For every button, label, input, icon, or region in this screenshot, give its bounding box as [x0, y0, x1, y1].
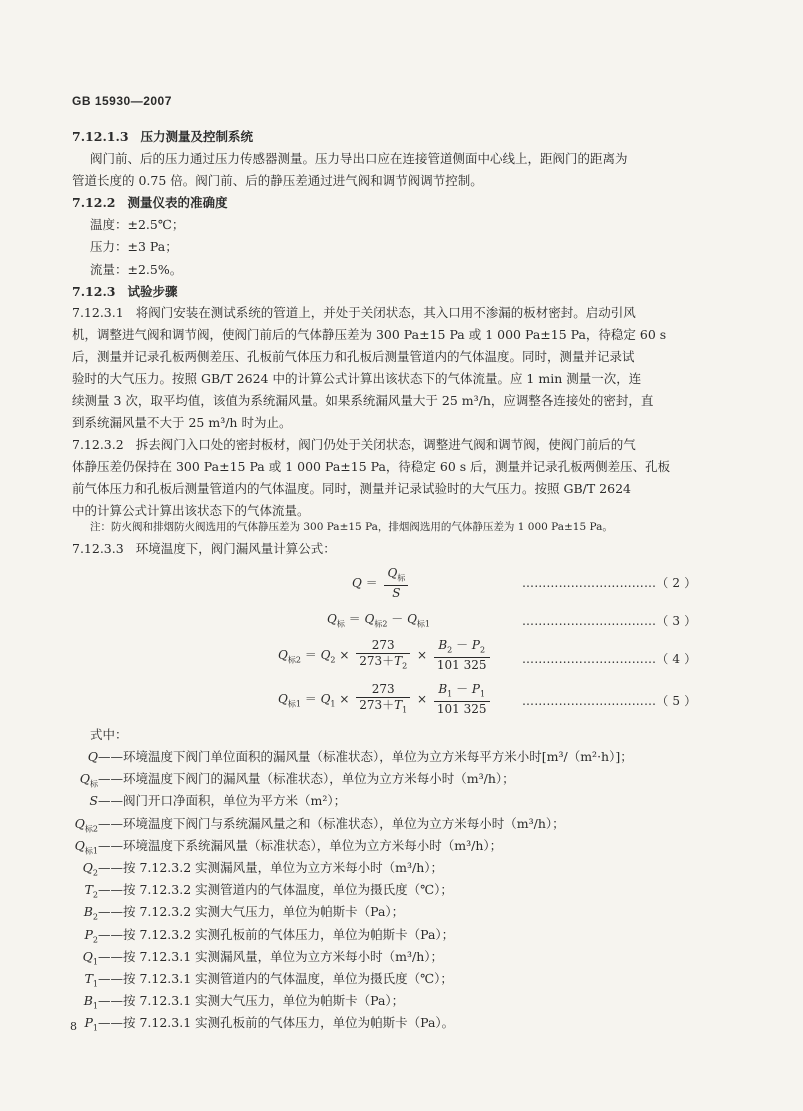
paragraph-text: 拆去阀门入口处的密封板材，阀门仍处于关闭状态，调整进气阀和调节阀，使阀门前后的气 [135, 437, 636, 452]
definition-symbol: Q [82, 860, 93, 875]
eq-symbol: Q [327, 612, 337, 626]
definition-text: ——按 7.12.3.1 实测孔板前的气体压力，单位为帕斯卡（Pa）。 [98, 1015, 455, 1031]
definition-text: ——按 7.12.3.2 实测漏风量，单位为立方米每小时（m³/h）； [98, 860, 444, 875]
definition-subscript: 2 [92, 890, 98, 900]
paragraph-line [72, 304, 636, 322]
section-7-12-1-3-heading [72, 128, 253, 146]
note: 注：防火阀和排烟防火阀选用的气体静压差为 300 Pa±15 Pa，排烟阀选用的气体静压差为 1 000 Pa±15 Pa。 [90, 521, 613, 533]
definition-symbol-wrap [52, 748, 98, 772]
definition-subscript: 标2 [84, 824, 98, 834]
definition-symbol-wrap [52, 792, 98, 816]
fraction [356, 682, 410, 717]
definition-subscript: 2 [92, 868, 98, 878]
numerator: 273 [356, 682, 410, 698]
definition-item [52, 837, 502, 861]
accuracy-flow: 流量：±2.5%。 [90, 262, 183, 277]
eq-subscript: 标1 [416, 619, 430, 629]
equation-5: $Q_{标1} = Q_1$ × $\frac{273}{273+T_1}$ × $\frac{B_1 - P_1}{101 325}$ [278, 682, 493, 717]
equation-3-number [522, 612, 696, 629]
definition-symbol: Q [74, 815, 85, 831]
eq-symbol: Q [364, 612, 375, 626]
eq-subscript: 2 [447, 645, 453, 655]
paragraph-line [72, 436, 636, 454]
numerator: 273 [356, 638, 410, 654]
section-number: 7.12.3.3 [72, 541, 124, 556]
definition-subscript: 1 [92, 1001, 98, 1011]
section-title: 测量仪表的准确度 [127, 195, 228, 210]
leader-dots: …………………………… [522, 614, 657, 628]
paragraph-line: 机，调整进气阀和调节阀，使阀门前后的气体静压差为 300 Pa±15 Pa 或 1 000 Pa±15 Pa，待稳定 60 s [72, 327, 667, 342]
denominator: 101 325 [436, 702, 487, 717]
definition-item [52, 948, 443, 972]
definition-symbol-wrap [52, 837, 98, 861]
equation-4: $Q_{标2} = Q_2$ × $\frac{273}{273+T_2}$ × $\frac{B_2 - P_2}{101 325}$ [278, 638, 493, 673]
definition-subscript: 2 [92, 912, 98, 922]
eq-subscript: 1 [330, 699, 336, 709]
definition-subscript: 标1 [84, 846, 98, 856]
paragraph-line: 到系统漏风量不大于 25 m³/h 时为止。 [72, 415, 292, 430]
definition-item [52, 770, 515, 794]
section-7-12-2-heading [72, 194, 228, 212]
section-number: 7.12.3.2 [72, 437, 124, 452]
eq-number: （ 5 ） [656, 694, 697, 708]
eq-symbol: Q [407, 612, 417, 626]
eq-symbol: Q [278, 648, 288, 663]
eq-subscript: 1 [447, 689, 453, 699]
fraction [384, 566, 408, 601]
paragraph-line: 续测量 3 次，取平均值，该值为系统漏风量。如果系统漏风量大于 25 m³/h，应调整各连接处的密封，直 [72, 393, 654, 408]
paragraph-line: 中的计算公式计算出该状态下的气体流量。 [72, 503, 310, 518]
definition-symbol-wrap [52, 881, 98, 905]
definition-text: ——按 7.12.3.2 实测孔板前的气体压力，单位为帕斯卡（Pa）； [98, 926, 455, 942]
eq-symbol: Q [278, 692, 288, 707]
eq-subscript: 1 [402, 705, 408, 715]
definition-item [52, 881, 453, 905]
page-number: 8 [70, 1020, 77, 1033]
paragraph-text: 环境温度下，阀门漏风量计算公式： [135, 541, 336, 556]
section-number: 7.12.3 [72, 284, 116, 299]
definition-text: ——环境温度下阀门与系统漏风量之和（标准状态），单位为立方米每小时（m³/h）； [98, 815, 565, 831]
definition-symbol: Q [74, 837, 85, 853]
definition-item [52, 992, 404, 1016]
equation-2: Q ＝ $\frac{Q_标}{S}$ [352, 566, 411, 601]
definition-symbol: T [84, 882, 93, 898]
section-number: 7.12.1.3 [72, 129, 129, 144]
definition-subscript: 标 [90, 779, 98, 789]
eq-number: （ 2 ） [656, 576, 697, 590]
paragraph-line: 前气体压力和孔板后测量管道内的气体温度。同时，测量并记录试验时的大气压力。按照 GB/T 2624 [72, 481, 631, 496]
section-7-12-3-heading [72, 283, 178, 301]
definition-symbol-wrap [52, 903, 98, 927]
definition-text: ——环境温度下系统漏风量（标准状态），单位为立方米每小时（m³/h）； [98, 837, 503, 853]
definition-symbol: T [84, 971, 93, 986]
eq-symbol: B [438, 638, 448, 652]
eq-symbol: T [394, 654, 403, 668]
definition-item [52, 1014, 454, 1038]
definition-subscript: 2 [92, 935, 98, 945]
paragraph-line: 阀门前、后的压力通过压力传感器测量。压力导出口应在连接管道侧面中心线上，距阀门的距离为 [90, 151, 628, 166]
definition-item [52, 859, 443, 883]
definition-item [52, 815, 565, 839]
definition-text: ——阀门开口净面积，单位为平方米（m²）； [98, 793, 347, 809]
definition-symbol-wrap [52, 859, 98, 883]
eq-subscript: 1 [479, 689, 486, 699]
definition-subscript: 1 [92, 979, 98, 989]
eq-symbol: Q [320, 648, 331, 663]
section-title: 试验步骤 [127, 284, 178, 299]
definition-item [52, 792, 346, 816]
standard-number: GB 15930—2007 [72, 94, 172, 108]
eq-subscript: 标 [397, 573, 406, 583]
paragraph-line: 后，测量并记录孔板两侧差压、孔板前气体压力和孔板后测量管道内的气体温度。同时，测量并记录试 [72, 349, 635, 364]
eq-symbol: T [394, 698, 403, 712]
fraction [356, 638, 410, 673]
section-title: 压力测量及控制系统 [140, 129, 254, 144]
denominator: 273＋ [359, 654, 395, 668]
definition-symbol-wrap [52, 992, 98, 1016]
definition-symbol-wrap [52, 948, 98, 972]
definition-item [52, 926, 454, 950]
definition-text: ——环境温度下阀门单位面积的漏风量（标准状态），单位为立方米每平方米小时[m³/（m²·h）]； [98, 749, 633, 764]
definition-text: ——按 7.12.3.1 实测大气压力，单位为帕斯卡（Pa）； [98, 993, 405, 1009]
definition-subscript: 1 [92, 957, 98, 967]
definition-text: ——按 7.12.3.2 实测管道内的气体温度，单位为摄氏度（℃）； [98, 882, 453, 898]
denominator: 101 325 [436, 658, 487, 673]
fraction: $\frac{B_2 - P_2}{101 325}$ [434, 638, 490, 673]
definition-symbol: P [84, 1015, 93, 1031]
eq-subscript: 标2 [287, 655, 301, 665]
definition-symbol-wrap [52, 815, 98, 839]
definition-subscript: 1 [92, 1023, 98, 1033]
paragraph-line: 验时的大气压力。按照 GB/T 2624 中的计算公式计算出该状态下的气体流量。应 1 min 测量一次，连 [72, 371, 642, 386]
paragraph-line [72, 540, 336, 558]
definition-text: ——按 7.12.3.2 实测大气压力，单位为帕斯卡（Pa）； [98, 904, 405, 920]
where-label: 式中： [90, 727, 128, 742]
eq-subscript: 标 [336, 619, 345, 629]
eq-subscript: 2 [479, 645, 486, 655]
equation-2-number [522, 574, 696, 591]
eq-subscript: 2 [402, 661, 408, 671]
eq-symbol: P [471, 638, 480, 652]
eq-symbol: S [392, 586, 401, 601]
eq-symbol: Q [320, 692, 331, 707]
eq-symbol: B [438, 682, 448, 696]
paragraph-text: 将阀门安装在测试系统的管道上，并处于关闭状态，其入口用不渗漏的板材密封。启动引风 [135, 305, 636, 320]
definition-symbol: Q [82, 948, 93, 964]
eq-symbol: Q [387, 566, 398, 580]
eq-symbol: P [471, 682, 480, 696]
definition-symbol: Q [87, 749, 98, 764]
definition-item [52, 903, 404, 927]
leader-dots: …………………………… [522, 652, 657, 666]
eq-symbol: Q [352, 576, 362, 591]
definition-symbol-wrap [52, 770, 98, 794]
definition-symbol: B [83, 993, 93, 1009]
leader-dots: …………………………… [522, 576, 657, 590]
eq-number: （ 3 ） [656, 614, 697, 628]
definition-symbol: P [84, 926, 93, 942]
denominator: 273＋ [359, 698, 395, 712]
definition-text: ——按 7.12.3.1 实测管道内的气体温度，单位为摄氏度（℃）； [98, 971, 453, 986]
section-number: 7.12.3.1 [72, 305, 124, 320]
fraction: $\frac{B_1 - P_1}{101 325}$ [434, 682, 490, 717]
definition-item [52, 748, 633, 772]
definition-symbol: B [83, 904, 93, 920]
definition-item [52, 970, 453, 994]
definition-symbol: Q [79, 771, 90, 787]
eq-subscript: 标1 [287, 699, 301, 709]
definition-symbol-wrap [52, 926, 98, 950]
accuracy-temperature: 温度：±2.5℃； [90, 217, 185, 232]
leader-dots: …………………………… [522, 694, 657, 708]
paragraph-line: 体静压差仍保持在 300 Pa±15 Pa 或 1 000 Pa±15 Pa，待稳定 60 s 后，测量并记录孔板两侧差压、孔板 [72, 459, 671, 474]
equation-5-number [522, 692, 696, 709]
definition-text: ——环境温度下阀门的漏风量（标准状态），单位为立方米每小时（m³/h）； [98, 771, 515, 787]
equation-4-number [522, 650, 696, 667]
definition-symbol: S [89, 793, 98, 809]
accuracy-pressure: 压力：±3 Pa； [90, 239, 178, 254]
paragraph-line: 管道长度的 0.75 倍。阀门前、后的静压差通过进气阀和调节阀调节控制。 [72, 173, 483, 188]
section-number: 7.12.2 [72, 195, 116, 210]
definition-symbol-wrap [52, 970, 98, 994]
definition-text: ——按 7.12.3.1 实测漏风量，单位为立方米每小时（m³/h）； [98, 948, 444, 964]
eq-number: （ 4 ） [656, 652, 697, 666]
eq-subscript: 标2 [374, 619, 388, 629]
equation-3: $Q_标 = Q_{标2} - Q_{标1}$ [327, 612, 430, 629]
eq-subscript: 2 [330, 655, 336, 665]
